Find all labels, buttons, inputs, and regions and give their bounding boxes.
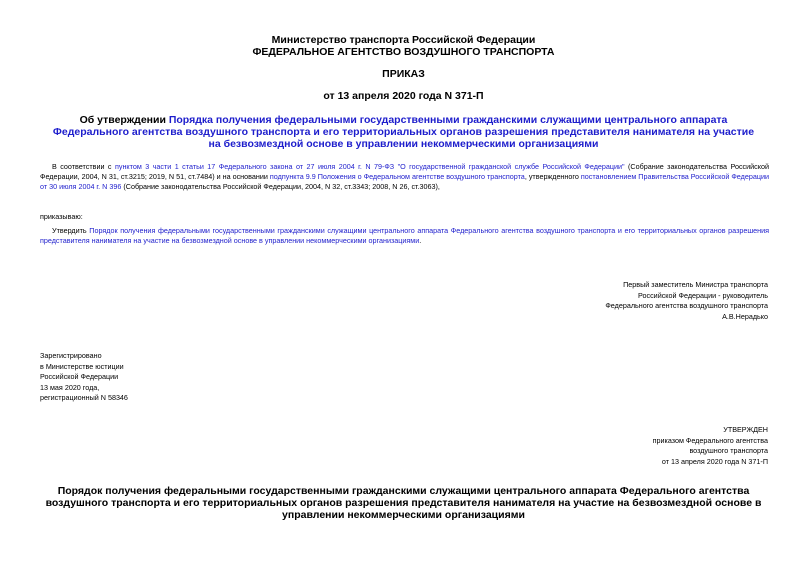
signature-name: А.В.Нерадько xyxy=(722,311,768,321)
order-word: приказываю: xyxy=(40,212,83,221)
registration-date: 13 мая 2020 года, xyxy=(40,382,100,392)
approved-block xyxy=(653,425,768,467)
title-prefix: Об утверждении xyxy=(79,114,169,126)
procedure-title: Порядок получения федеральными государственными гражданскими служащими центрального аппарата Федерального агентства воздушного транспорта и его территориальных органов разрешения представителя нанимателя на участие на безвозмездной основе в управлении некоммерческими организациями xyxy=(45,485,762,521)
signature-line-1: Первый заместитель Министра транспорта xyxy=(623,280,768,289)
preamble-text-2: (Собрание законодательства Российской Федерации, 2004, N 31, ст.3215; 2019, N 51, ст.7484) и на основании xyxy=(40,162,769,181)
preamble-text-1: В соответствии с xyxy=(52,162,115,171)
preamble-link-resolution[interactable]: постановлением Правительства Российской Федерации от 30 июля 2004 г. N 396 xyxy=(40,172,769,191)
registration-number: регистрационный N 58346 xyxy=(40,393,128,402)
document-title xyxy=(50,114,757,150)
approved-label: УТВЕРЖДЕН xyxy=(723,425,768,434)
approve-link-procedure[interactable]: Порядок получения федеральными государственными гражданскими служащими центрального аппарата Федерального агентства воздушного транспорта и его территориальных органов разрешения представителя нанимателя на участие на безвозмездной основе в управлении некоммерческими организациями xyxy=(40,226,769,245)
agency-heading: ФЕДЕРАЛЬНОЕ АГЕНТСТВО ВОЗДУШНОГО ТРАНСПОРТА xyxy=(252,46,555,58)
preamble-paragraph xyxy=(40,162,769,192)
preamble-link-regulation[interactable]: подпункта 9.9 Положения о Федеральном агентстве воздушного транспорта xyxy=(269,172,525,181)
approve-text-2: . xyxy=(419,236,422,245)
approve-paragraph xyxy=(40,226,769,246)
signature-line-2: Российской Федерации - руководитель xyxy=(638,290,768,300)
approve-text-1: Утвердить xyxy=(52,226,90,235)
registration-line-2: в Министерстве юстиции xyxy=(40,361,124,371)
signature-line-3: Федерального агентства воздушного транспорта xyxy=(605,301,768,310)
ministry-heading: Министерство транспорта Российской Федерации xyxy=(271,34,536,46)
signature-block xyxy=(605,280,768,322)
approved-line-2: приказом Федерального агентства xyxy=(652,435,768,445)
approved-line-3: воздушного транспорта xyxy=(689,446,768,455)
preamble-text-4: (Собрание законодательства Российской Федерации, 2004, N 32, ст.3343; 2008, N 26, ст.3063), xyxy=(121,182,440,191)
approved-date-number: от 13 апреля 2020 года N 371-П xyxy=(661,456,768,466)
preamble-link-law[interactable]: пунктом 3 части 1 статьи 17 Федерального закона от 27 июля 2004 г. N 79-ФЗ "О государственной гражданской службе Российской Федерации" xyxy=(114,162,625,171)
registration-block xyxy=(40,351,128,404)
registration-line-1: Зарегистрировано xyxy=(40,351,102,360)
doc-date-number: от 13 апреля 2020 года N 371-П xyxy=(323,90,484,102)
doc-type-heading: ПРИКАЗ xyxy=(382,68,425,80)
preamble-text-3: , утвержденного xyxy=(524,172,581,181)
registration-line-3: Российской Федерации xyxy=(40,372,119,381)
title-link[interactable]: Порядка получения федеральными государственными гражданскими служащими центрального аппарата Федерального агентства воздушного транспорта и его территориальных органов разрешения представителя нанимателя на участие на безвозмездной основе в управлении некоммерческими организациями xyxy=(52,114,755,150)
